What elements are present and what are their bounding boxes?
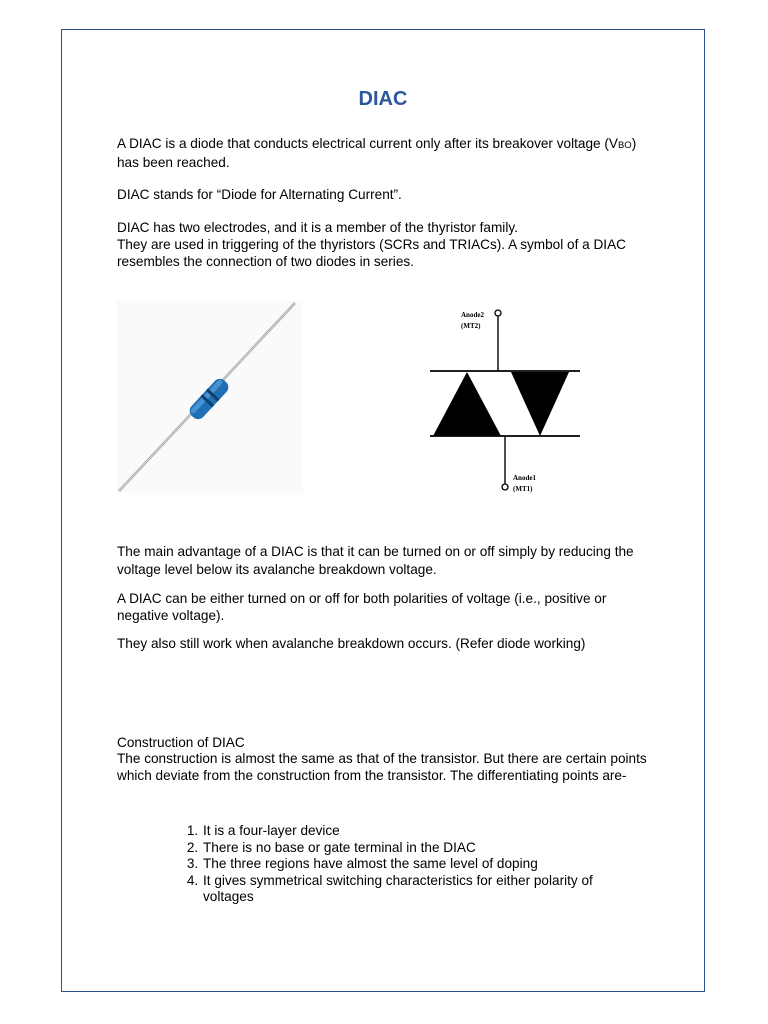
mt1-label: (MT1)	[513, 485, 533, 493]
definition-text-start: A DIAC is a diode that conducts electrical current only after its breakover voltage (V	[117, 136, 618, 151]
vbo-subscript: BO	[617, 140, 632, 151]
definition-text-end: ) has been reached.	[117, 136, 637, 170]
diac-component-photo	[117, 301, 303, 493]
paragraph-triggering: They are used in triggering of the thyristors (SCRs and TRIACs). A symbol of a DIAC resembles the connection of two diodes in series.	[117, 237, 626, 269]
paragraph-definition	[117, 135, 657, 171]
mt2-label: (MT2)	[461, 322, 481, 330]
paragraph-polarities: A DIAC can be either turned on or off for both polarities of voltage (i.e., positive or negative voltage).	[117, 591, 607, 623]
list-item: 1. It is a four-layer device	[202, 823, 642, 840]
paragraph-advantage: The main advantage of a DIAC is that it can be turned on or off simply by reducing the voltage level below its avalanche breakdown voltage.	[117, 544, 634, 577]
list-item: 4. It gives symmetrical switching characteristics for either polarity of voltages	[202, 873, 642, 906]
diac-circuit-symbol	[425, 305, 585, 500]
list-item: 3. The three regions have almost the same level of doping	[202, 856, 642, 873]
paragraph-meaning: DIAC stands for “Diode for Alternating Current”.	[117, 187, 402, 202]
page-title: DIAC	[358, 88, 408, 110]
construction-text: The construction is almost the same as that of the transistor. But there are certain points which deviate from the construction from the transistor. The differentiating points are-	[117, 751, 647, 783]
differentiating-points-list	[180, 823, 642, 906]
paragraph-electrodes: DIAC has two electrodes, and it is a member of the thyristor family.	[117, 220, 518, 235]
paragraph-avalanche: They also still work when avalanche breakdown occurs. (Refer diode working)	[117, 636, 586, 651]
anode2-label: Anode2	[461, 311, 484, 319]
anode1-label: Anode1	[513, 474, 536, 482]
list-item: 2. There is no base or gate terminal in the DIAC	[202, 840, 642, 857]
construction-heading: Construction of DIAC	[117, 735, 245, 750]
